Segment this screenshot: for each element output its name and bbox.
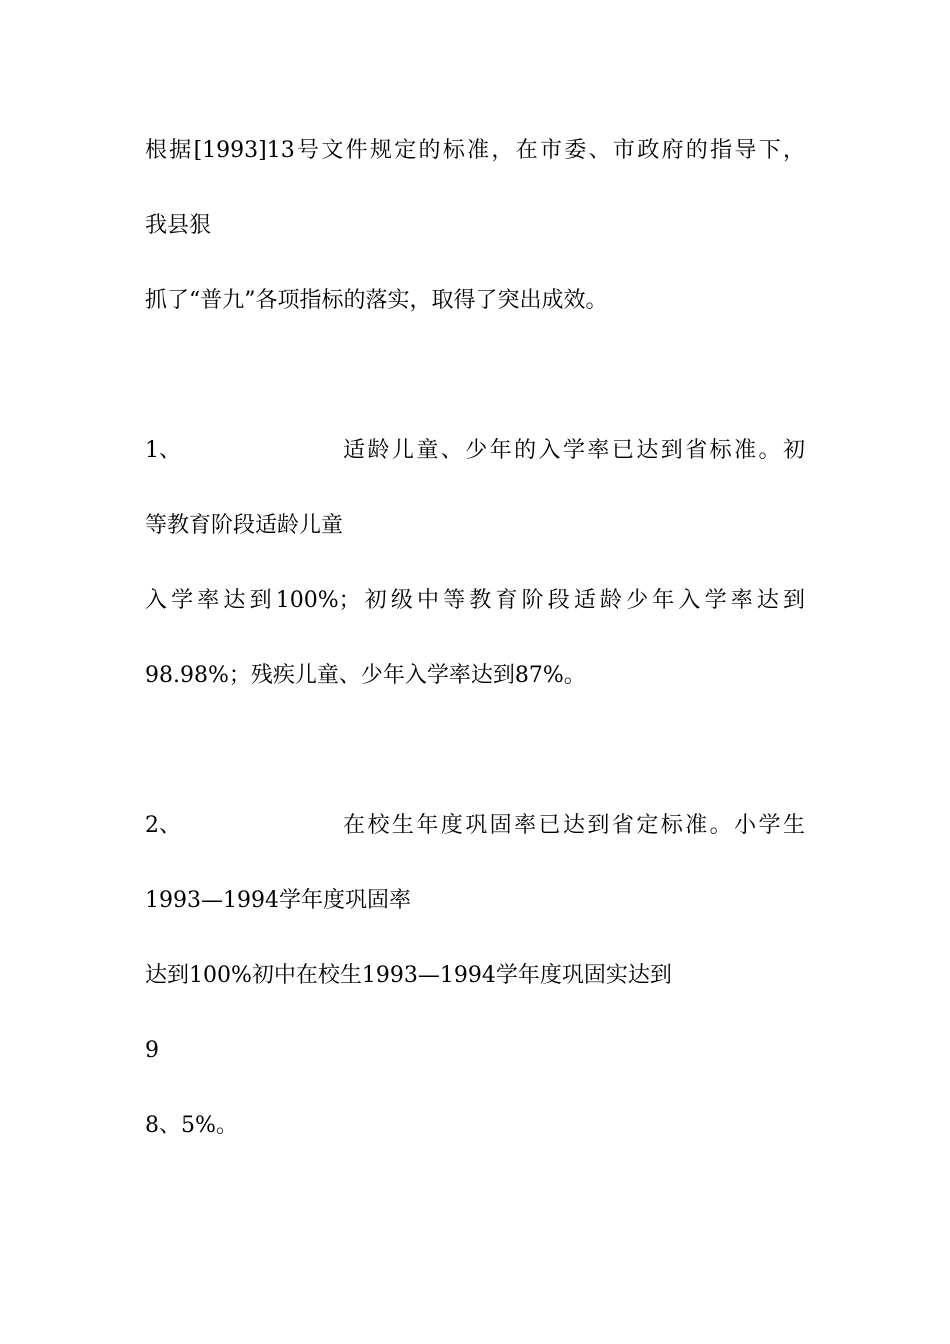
paragraph-line: 8、5%。	[145, 1113, 238, 1138]
paragraph-line: 抓了“普九”各项指标的落实，取得了突出成效。	[145, 288, 608, 313]
paragraph-line: 1993—1994学年度巩固率	[145, 888, 411, 913]
paragraph-line: 等教育阶段适龄儿童	[145, 513, 344, 538]
item-heading: 在校生年度巩固率已达到省定标准。小学生	[343, 813, 805, 838]
paragraph-line: 根据[1993]13号文件规定的标准，在市委、市政府的指导下，	[145, 138, 805, 163]
paragraph-line: 98.98%；残疾儿童、少年入学率达到87%。	[145, 663, 586, 688]
paragraph-line: 达到100%初中在校生1993—1994学年度巩固实达到	[145, 963, 672, 988]
item-heading: 适龄儿童、少年的入学率已达到省标准。初	[343, 438, 805, 463]
item-number: 1、	[145, 438, 181, 463]
paragraph-line: 我县狠	[145, 213, 212, 238]
paragraph-line: 入学率达到100%；初级中等教育阶段适龄少年入学率达到	[145, 588, 805, 613]
paragraph-line: 9	[145, 1038, 159, 1063]
item-number: 2、	[145, 813, 181, 838]
